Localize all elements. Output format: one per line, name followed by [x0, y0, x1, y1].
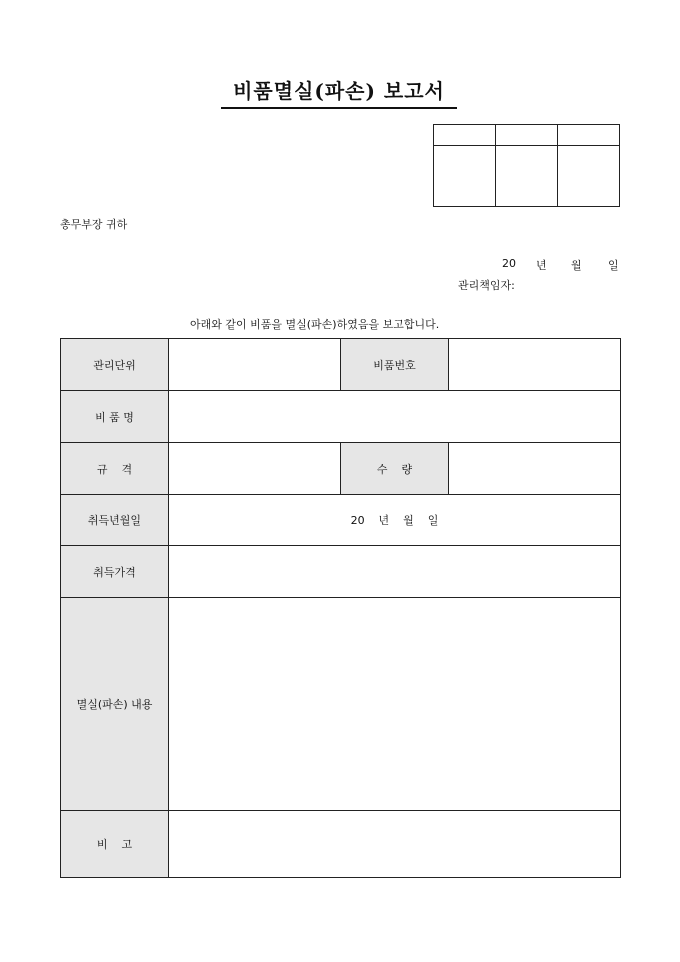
- loss-damage-details-label: 멸실(파손) 내용: [61, 598, 169, 811]
- management-unit-label: 관리단위: [61, 339, 169, 391]
- approval-sign-cell-3[interactable]: [558, 146, 620, 207]
- acquisition-price-label: 취득가격: [61, 546, 169, 598]
- report-date-day-unit: 일: [608, 259, 619, 272]
- management-unit-field[interactable]: [169, 339, 341, 391]
- manager-signature-label: 관리책임자:: [458, 279, 515, 292]
- report-date-year-unit: 년: [536, 259, 547, 272]
- approval-signature-box: [433, 124, 620, 207]
- report-form-table: [60, 338, 621, 878]
- approval-header-cell-1[interactable]: [434, 125, 496, 146]
- report-date-month-unit: 월: [571, 259, 582, 272]
- report-statement: 아래와 같이 비품을 멸실(파손)하였음을 보고합니다.: [190, 318, 440, 331]
- title-underline: [221, 107, 457, 109]
- quantity-label: 수 량: [341, 443, 449, 495]
- item-number-field[interactable]: [449, 339, 621, 391]
- remarks-label: 비 고: [61, 811, 169, 878]
- item-number-label: 비품번호: [341, 339, 449, 391]
- loss-damage-details-field[interactable]: [169, 598, 621, 811]
- remarks-field[interactable]: [169, 811, 621, 878]
- quantity-field[interactable]: [449, 443, 621, 495]
- approval-header-cell-3[interactable]: [558, 125, 620, 146]
- recipient: 총무부장 귀하: [60, 218, 128, 231]
- approval-header-cell-2[interactable]: [496, 125, 558, 146]
- item-name-label: 비 품 명: [61, 391, 169, 443]
- item-name-field[interactable]: [169, 391, 621, 443]
- acquisition-date-field[interactable]: 20 년 월 일: [169, 495, 621, 546]
- approval-sign-cell-2[interactable]: [496, 146, 558, 207]
- document-title: 비품멸실(파손) 보고서: [233, 79, 445, 103]
- report-date-year-prefix: 20: [502, 257, 516, 270]
- specification-field[interactable]: [169, 443, 341, 495]
- acquisition-date-label: 취득년월일: [61, 495, 169, 546]
- specification-label: 규 격: [61, 443, 169, 495]
- acquisition-price-field[interactable]: [169, 546, 621, 598]
- approval-sign-cell-1[interactable]: [434, 146, 496, 207]
